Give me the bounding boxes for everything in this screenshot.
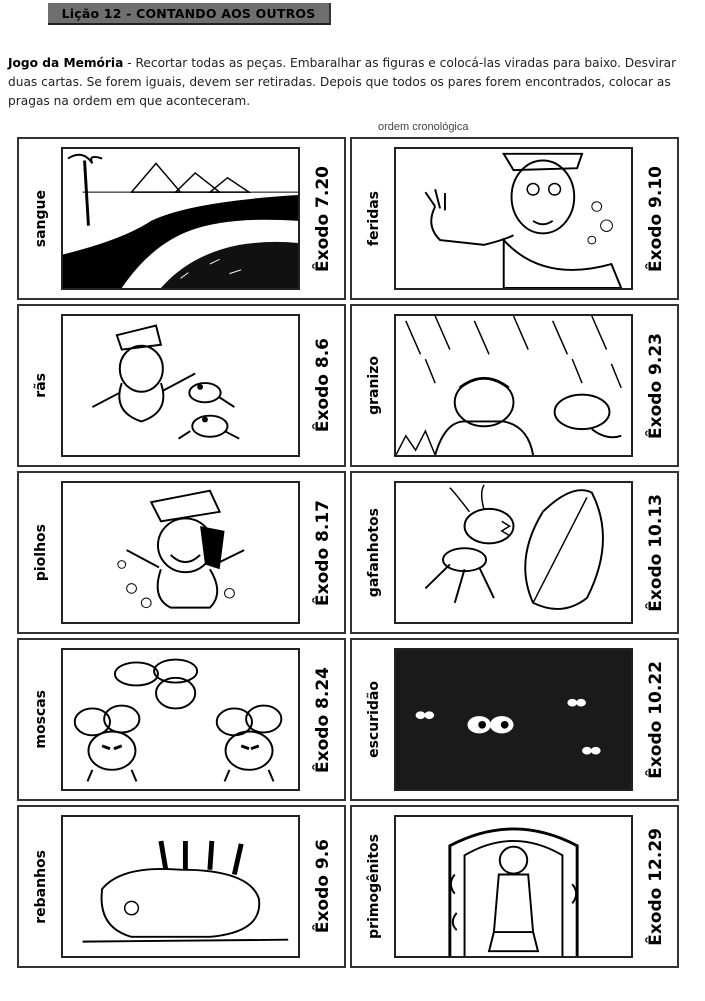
bible-reference: Êxodo 7.20 (313, 165, 333, 272)
memory-card-gafanhotos[interactable] (350, 471, 679, 634)
memory-card-rebanhos[interactable] (17, 805, 346, 968)
instructions-heading: Jogo da Memória (8, 56, 124, 70)
river-icon (61, 147, 300, 290)
plague-name: moscas (33, 690, 49, 749)
memory-card-piolhos[interactable] (17, 471, 346, 634)
memory-card-feridas[interactable] (350, 137, 679, 300)
memory-card-escuridao[interactable] (350, 638, 679, 801)
doorway-icon (394, 815, 633, 958)
bible-reference: Êxodo 8.24 (313, 666, 333, 773)
memory-card-primogenitos[interactable] (350, 805, 679, 968)
memory-card-sangue[interactable] (17, 137, 346, 300)
plague-name: rebanhos (33, 849, 49, 924)
plague-name: granizo (366, 356, 382, 415)
instructions-paragraph (8, 54, 698, 111)
plague-name: rãs (33, 373, 49, 398)
bible-reference: Êxodo 8.17 (313, 499, 333, 606)
cropped-text: ordem cronológica (378, 121, 469, 133)
bible-reference: Êxodo 9.23 (646, 332, 666, 439)
plague-name: primogênitos (366, 834, 382, 939)
plague-name: feridas (366, 190, 382, 247)
locust-icon (394, 481, 633, 624)
memory-card-granizo[interactable] (350, 304, 679, 467)
frogs-icon (61, 314, 300, 457)
bible-reference: Êxodo 10.22 (646, 660, 666, 779)
bible-reference: Êxodo 9.6 (313, 839, 333, 934)
dead-cattle-icon (61, 815, 300, 958)
lesson-title-banner (48, 3, 331, 25)
plague-name: sangue (33, 189, 49, 248)
bible-reference: Êxodo 10.13 (646, 493, 666, 612)
hail-icon (394, 314, 633, 457)
darkness-icon (394, 648, 633, 791)
bible-reference: Êxodo 8.6 (313, 338, 333, 433)
memory-card-ras[interactable] (17, 304, 346, 467)
flies-icon (61, 648, 300, 791)
lesson-title: Lição 12 - CONTANDO AOS OUTROS (61, 5, 316, 21)
lice-icon (61, 481, 300, 624)
bible-reference: Êxodo 9.10 (646, 165, 666, 272)
memory-card-moscas[interactable] (17, 638, 346, 801)
sick-man-icon (394, 147, 633, 290)
plague-name: piolhos (33, 523, 49, 582)
bible-reference: Êxodo 12.29 (646, 827, 666, 946)
plague-name: gafanhotos (366, 507, 382, 598)
instructions-text: - Recortar todas as peças. Embaralhar as figuras e colocá-las viradas para baixo. Desvirar duas cartas. Se forem iguais, devem ser retiradas. Depois que todos os pares forem encontrados, colocar as pragas na ordem em que aconteceram. (8, 56, 677, 108)
plague-name: escuridão (366, 681, 382, 758)
